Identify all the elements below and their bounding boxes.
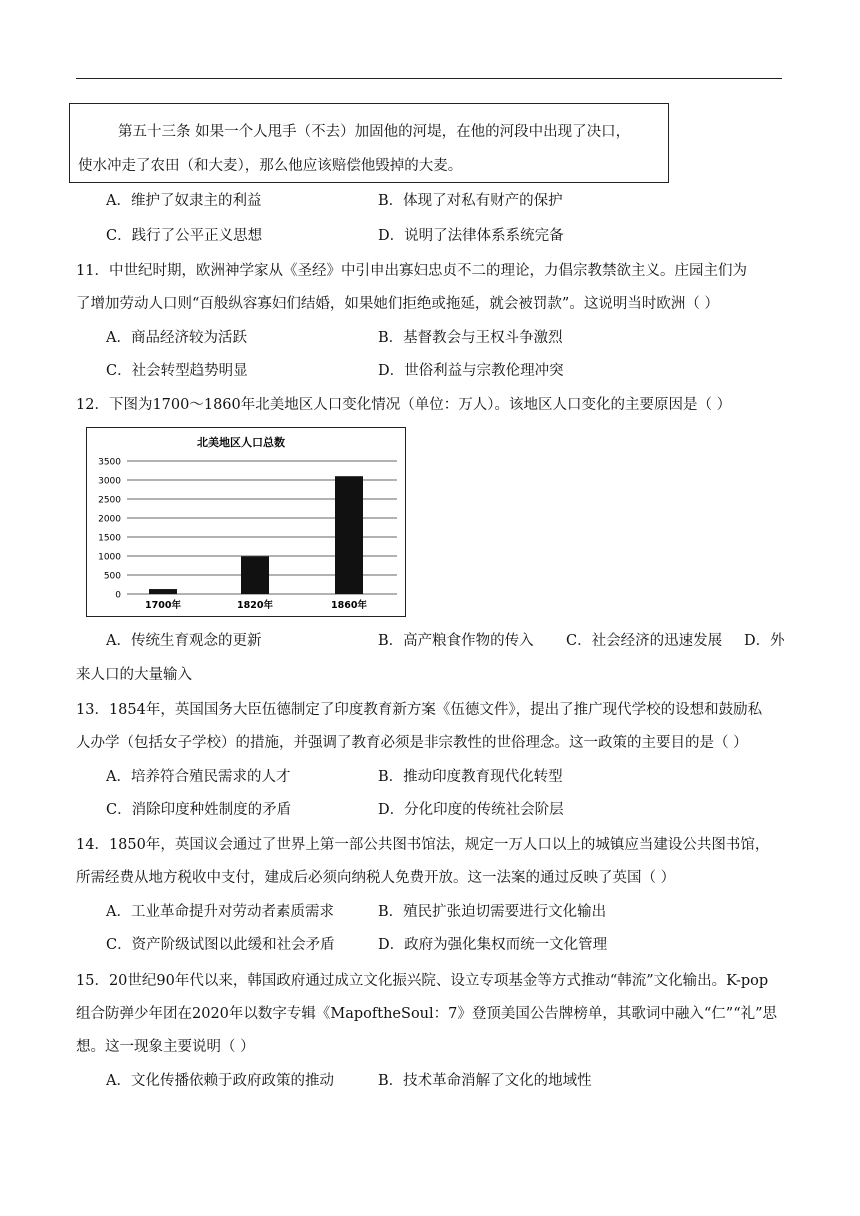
q14-option-c[interactable]: C．资产阶级试图以此缓和社会矛盾: [106, 937, 335, 953]
q15-option-b[interactable]: B．技术革命消解了文化的地域性: [378, 1073, 592, 1089]
q11-option-c[interactable]: C．社会转型趋势明显: [106, 363, 248, 379]
q13-stem-line: 人办学（包括女子学校）的措施，并强调了教育必须是非宗教性的世俗理念。这一政策的主要目的是（ ）: [76, 735, 748, 751]
q14-stem-line: 所需经费从地方税收中支付，建成后必须向纳税人免费开放。这一法案的通过反映了英国（ ）: [76, 870, 676, 886]
q11-option-d[interactable]: D．世俗利益与宗教伦理冲突: [378, 363, 564, 379]
y-tick-label: 500: [103, 571, 121, 582]
q15-stem-line: 15．20世纪90年代以来，韩国政府通过成立文化振兴院、设立专项基金等方式推动“韩流”文化输出。K-pop: [76, 973, 769, 989]
q12-option-c[interactable]: C．社会经济的迅速发展: [566, 633, 723, 649]
q14-option-b[interactable]: B．殖民扩张迫切需要进行文化输出: [378, 904, 607, 920]
y-tick-label: 3000: [98, 476, 121, 487]
header-rule: [76, 78, 782, 79]
q15-stem-line: 组合防弹少年团在2020年以数字专辑《MapoftheSoul：7》登顶美国公告牌榜单，其歌词中融入“仁”“礼”思: [76, 1006, 778, 1022]
source-text-box: [69, 103, 669, 183]
x-tick-label: 1700年: [145, 600, 181, 611]
bar: [149, 589, 177, 594]
y-tick-label: 1500: [98, 533, 121, 544]
q14-stem-line: 14．1850年，英国议会通过了世界上第一部公共图书馆法，规定一万人口以上的城镇应当建设公共图书馆，: [76, 837, 770, 853]
q14-option-a[interactable]: A．工业革命提升对劳动者素质需求: [106, 904, 334, 920]
q13-option-c[interactable]: C．消除印度种姓制度的矛盾: [106, 802, 292, 818]
q13-stem-line: 13．1854年，英国国务大臣伍德制定了印度教育新方案《伍德文件》，提出了推广现代学校的设想和鼓励私: [76, 702, 763, 718]
q11-option-a[interactable]: A．商品经济较为活跃: [106, 330, 247, 346]
y-tick-label: 3500: [98, 457, 121, 468]
q12-option-d-wrap: 来人口的大量输入: [76, 667, 192, 683]
y-tick-label: 0: [115, 590, 121, 601]
population-bar-chart: [86, 427, 406, 617]
q12-stem-line: 12．下图为1700～1860年北美地区人口变化情况（单位：万人）。该地区人口变化的主要原因是（ ）: [76, 397, 732, 413]
q13-option-d[interactable]: D．分化印度的传统社会阶层: [378, 802, 564, 818]
q12-option-a[interactable]: A．传统生育观念的更新: [106, 633, 262, 649]
q15-option-a[interactable]: A．文化传播依赖于政府政策的推动: [106, 1073, 334, 1089]
source-text-line: 第五十三条 如果一个人甩手（不去）加固他的河堤，在他的河段中出现了决口，: [118, 124, 631, 140]
q11-option-b[interactable]: B．基督教会与王权斗争激烈: [378, 330, 563, 346]
q10-option-b[interactable]: B．体现了对私有财产的保护: [378, 193, 563, 209]
chart-canvas: [87, 428, 405, 616]
q10-option-a[interactable]: A．维护了奴隶主的利益: [106, 193, 262, 209]
q11-stem-line: 了增加劳动人口则“百般纵容寡妇们结婚，如果她们拒绝或拖延，就会被罚款”。这说明当时欧洲（ ）: [76, 296, 719, 312]
x-tick-label: 1820年: [237, 600, 273, 611]
q11-stem-line: 11．中世纪时期，欧洲神学家从《圣经》中引申出寡妇忠贞不二的理论，力倡宗教禁欲主义。庄园主们为: [76, 263, 747, 279]
bar: [241, 556, 269, 594]
bar: [335, 476, 363, 594]
q12-option-b[interactable]: B．高产粮食作物的传入: [378, 633, 534, 649]
y-tick-label: 1000: [98, 552, 121, 563]
q12-option-d[interactable]: D．外: [744, 633, 785, 649]
y-tick-label: 2500: [98, 495, 121, 506]
x-tick-label: 1860年: [331, 600, 367, 611]
q13-option-b[interactable]: B．推动印度教育现代化转型: [378, 769, 563, 785]
chart-title: 北美地区人口总数: [197, 436, 285, 449]
q13-option-a[interactable]: A．培养符合殖民需求的人才: [106, 769, 291, 785]
q10-option-d[interactable]: D．说明了法律体系系统完备: [378, 228, 564, 244]
source-text-line: 使水冲走了农田（和大麦），那么他应该赔偿他毁掉的大麦。: [78, 158, 463, 174]
q15-stem-line: 想。这一现象主要说明（ ）: [76, 1039, 255, 1055]
q10-option-c[interactable]: C．践行了公平正义思想: [106, 228, 263, 244]
y-tick-label: 2000: [98, 514, 121, 525]
q14-option-d[interactable]: D．政府为强化集权而统一文化管理: [378, 937, 608, 953]
